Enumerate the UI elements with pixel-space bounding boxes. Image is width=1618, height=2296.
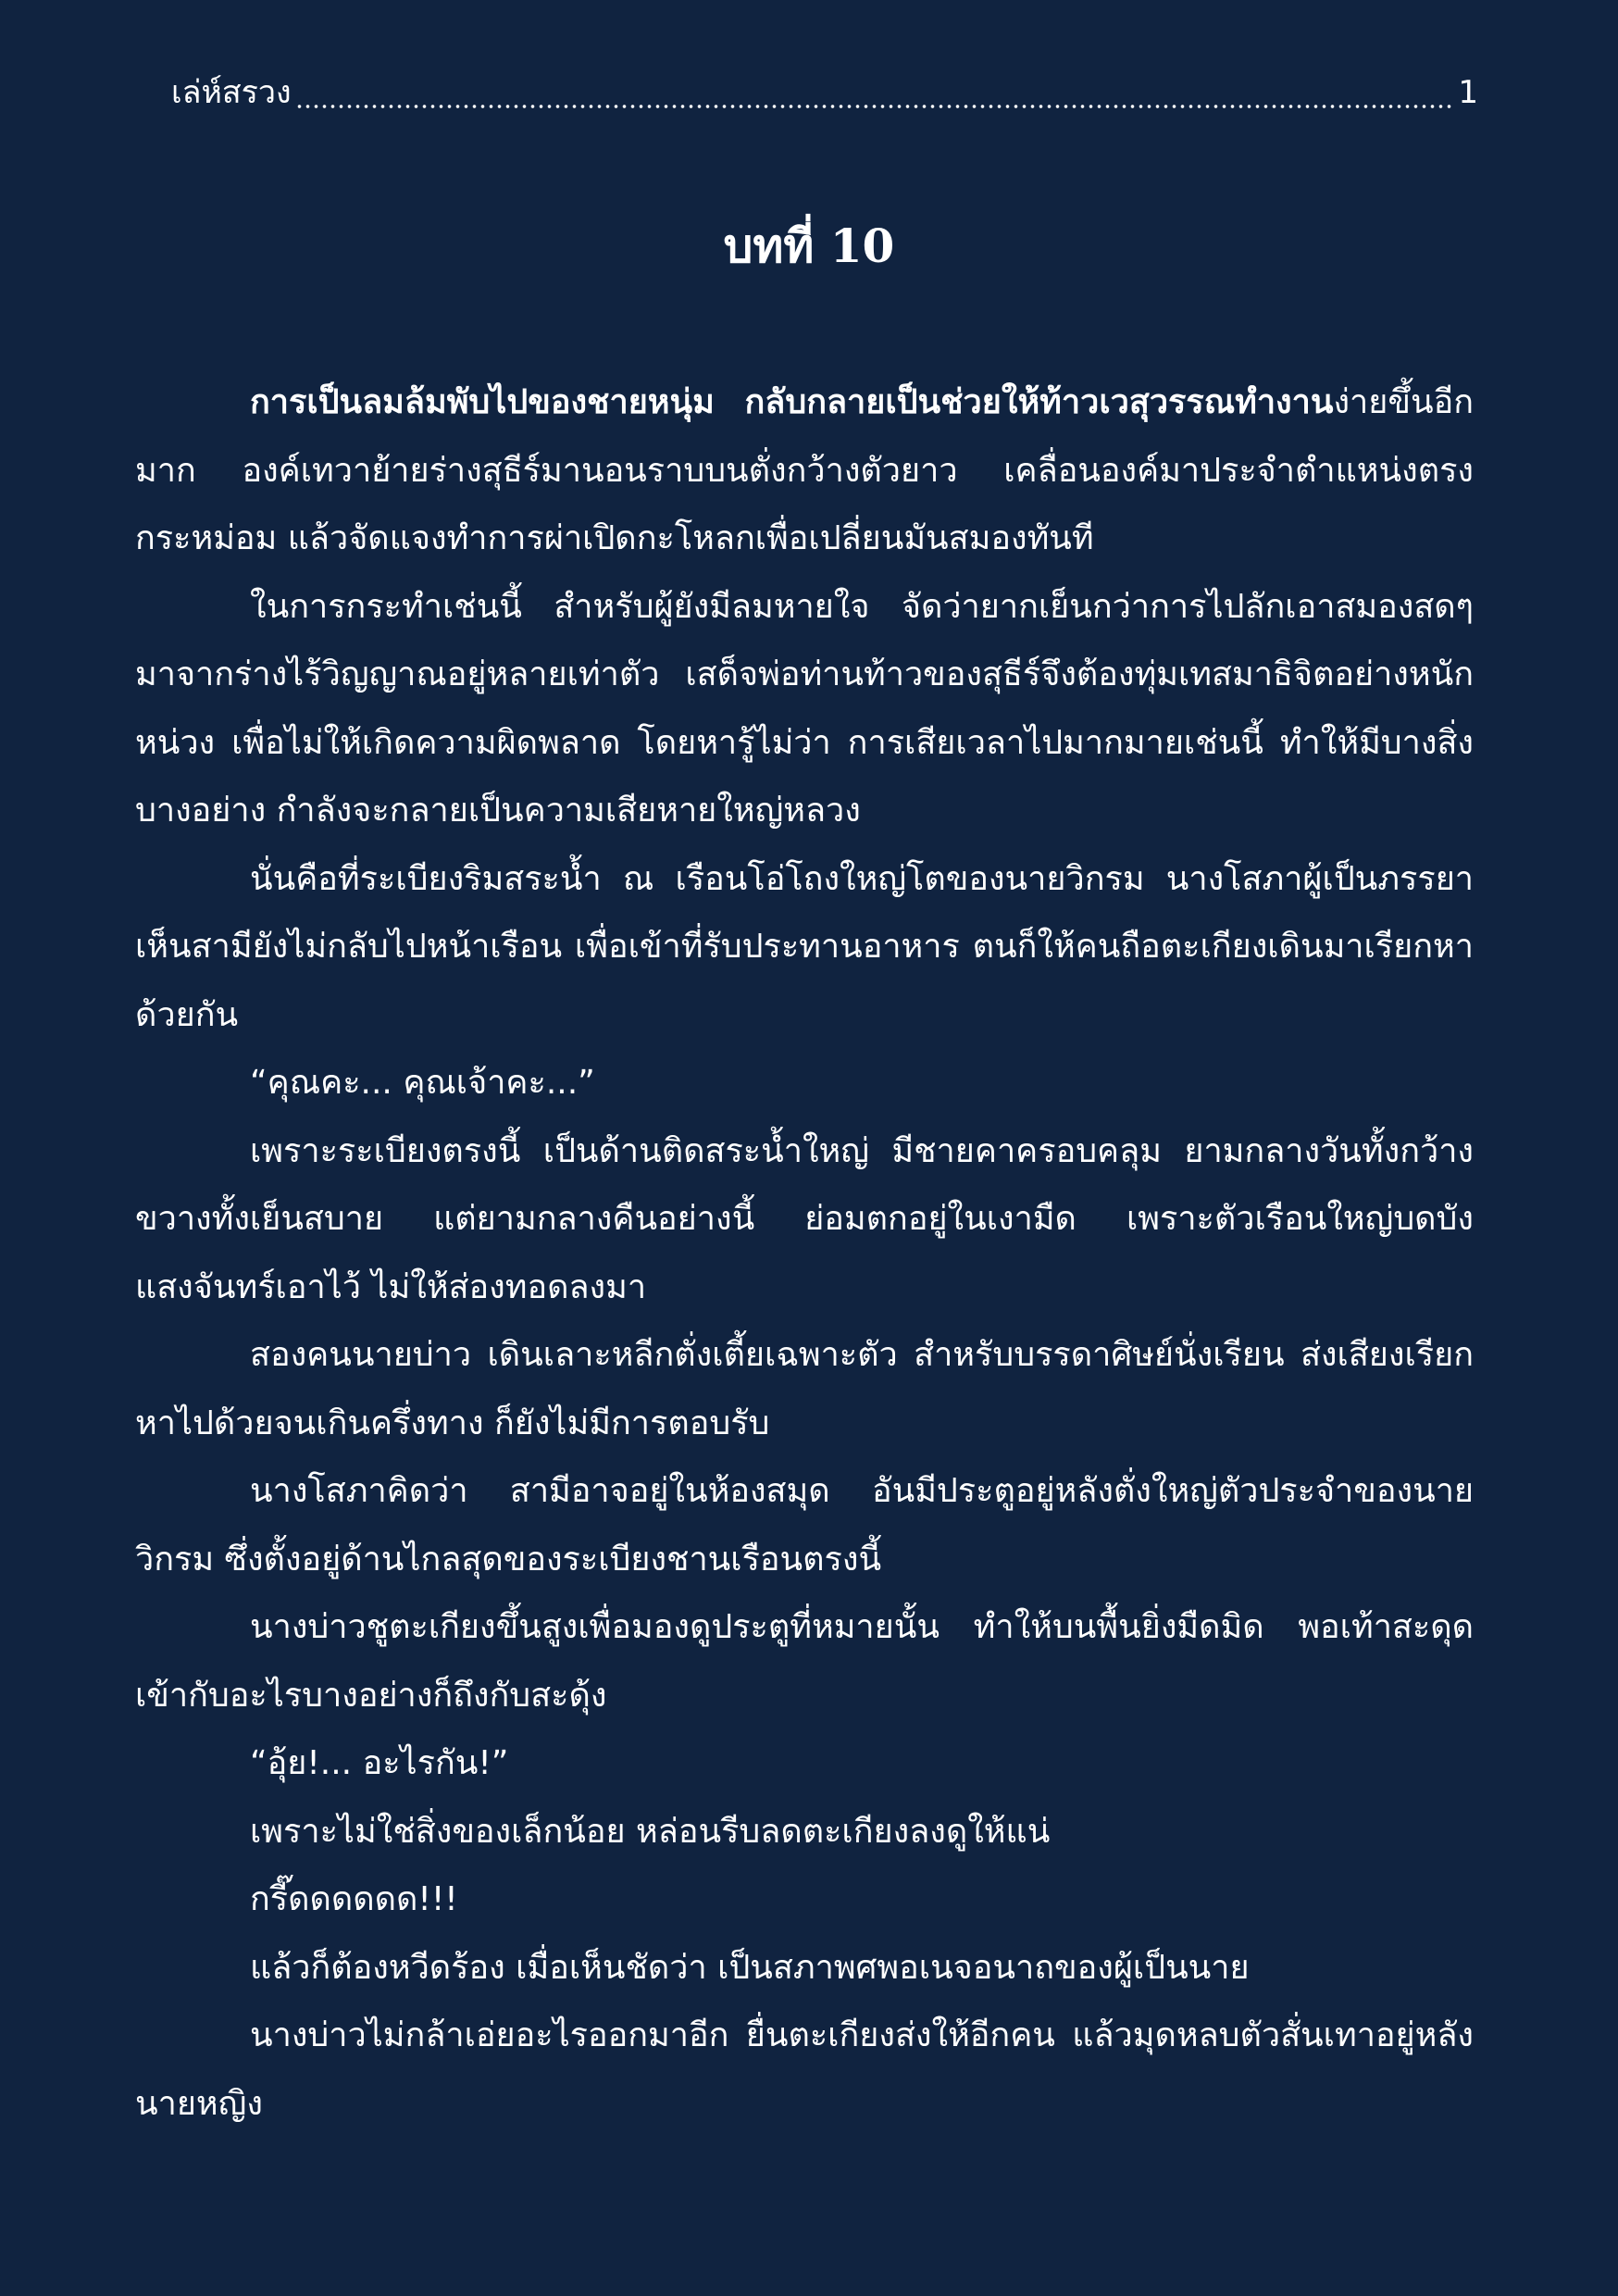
paragraph: นางบ่าวชูตะเกียงขึ้นสูงเพื่อมองดูประตูที่หมายนั้น ทำให้บนพื้นยิ่งมืดมิด พอเท้าสะดุดเข้ากับอะไรบางอย่างก็ถึงกับสะดุ้ง — [135, 1608, 1474, 1715]
dot-leader — [295, 96, 1455, 109]
page-number: 1 — [1458, 74, 1478, 111]
chapter-body — [135, 368, 1474, 2138]
book-title: เล่ห์สรวง — [171, 74, 292, 111]
paragraph — [135, 368, 1474, 573]
scream-line: กรี๊ดดดดดด!!! — [250, 1880, 458, 1918]
running-header — [171, 67, 1478, 119]
lead-bold-text: การเป็นลมล้มพับไปของชายหนุ่ม กลับกลายเป็นช่วยให้ท้าวเวสุวรรณทำงาน — [250, 383, 1334, 421]
paragraph-text: ง่ายขึ้นอีกมาก องค์เทวาย้ายร่างสุธีร์มานอนราบบนตั่งกว้างตัวยาว เคลื่อนองค์มาประจำตำแหน่งตรงกระหม่อม แล้วจัดแจงทำการผ่าเปิดกะโหลกเพื่อเปลี่ยนมันสมองทันที — [135, 383, 1474, 557]
paragraph: นางโสภาคิดว่า สามีอาจอยู่ในห้องสมุด อันมีประตูอยู่หลังตั่งใหญ่ตัวประจำของนายวิกรม ซึ่งตั้งอยู่ด้านไกลสุดของระเบียงชานเรือนตรงนี้ — [135, 1472, 1474, 1578]
paragraph: สองคนนายบ่าว เดินเลาะหลีกตั่งเตี้ยเฉพาะตัว สำหรับบรรดาศิษย์นั่งเรียน ส่งเสียงเรียกหาไปด้วยจนเกินครึ่งทาง ก็ยังไม่มีการตอบรับ — [135, 1336, 1474, 1442]
paragraph: นั่นคือที่ระเบียงริมสระน้ำ ณ เรือนโอ่โถงใหญ่โตของนายวิกรม นางโสภาผู้เป็นภรรยา เห็นสามียังไม่กลับไปหน้าเรือน เพื่อเข้าที่รับประทานอาหาร ตนก็ให้คนถือตะเกียงเดินมาเรียกหาด้วยกัน — [135, 859, 1474, 1034]
chapter-title: บทที่ 10 — [723, 218, 895, 273]
paragraph: แล้วก็ต้องหวีดร้อง เมื่อเห็นชัดว่า เป็นสภาพศพอเนจอนาถของผู้เป็นนาย — [250, 1948, 1250, 1987]
paragraph: เพราะไม่ใช่สิ่งของเล็กน้อย หล่อนรีบลดตะเกียงลงดูให้แน่ — [250, 1812, 1051, 1851]
paragraph: นางบ่าวไม่กล้าเอ่ยอะไรออกมาอีก ยื่นตะเกียงส่งให้อีกคน แล้วมุดหลบตัวสั่นเทาอยู่หลังนายหญิง — [135, 2016, 1474, 2123]
dialogue-line: “อุ้ย!... อะไรกัน!” — [250, 1744, 509, 1782]
paragraph: เพราะระเบียงตรงนี้ เป็นด้านติดสระน้ำใหญ่ มีชายคาครอบคลุม ยามกลางวันทั้งกว้างขวางทั้งเย็นสบาย แต่ยามกลางคืนอย่างนี้ ย่อมตกอยู่ในเงามืด เพราะตัวเรือนใหญ่บดบังแสงจันทร์เอาไว้ ไม่ให้ส่องทอดลงมา — [135, 1131, 1474, 1306]
dialogue-line: “คุณคะ... คุณเจ้าคะ...” — [250, 1064, 595, 1102]
paragraph: ในการกระทำเช่นนี้ สำหรับผู้ยังมีลมหายใจ จัดว่ายากเย็นกว่าการไปลักเอาสมองสดๆ มาจากร่างไร้วิญญาณอยู่หลายเท่าตัว เสด็จพ่อท่านท้าวของสุธีร์จึงต้องทุ่มเทสมาธิจิตอย่างหนักหน่วง เพื่อไม่ให้เกิดความผิดพลาด โดยหารู้ไม่ว่า การเสียเวลาไปมากมายเช่นนี้ ทำให้มีบางสิ่งบางอย่าง กำลังจะกลายเป็นความเสียหายใหญ่หลวง — [135, 587, 1474, 830]
